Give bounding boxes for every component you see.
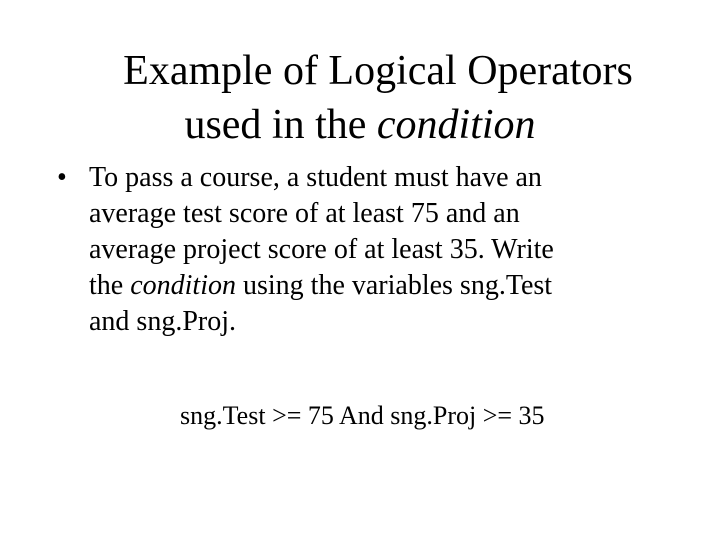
bullet-line-1: To pass a course, a student must have an	[89, 162, 542, 193]
title-line-2	[40, 98, 680, 152]
title-italic-word: condition	[376, 102, 536, 148]
slide-title	[40, 44, 680, 152]
bullet-line-2: average test score of at least 75 and an	[89, 198, 520, 229]
bullet-line-4-suffix: using the variables sng.Test	[235, 270, 553, 301]
condition-expression: sng.Test >= 75 And sng.Proj >= 35	[180, 401, 545, 430]
bullet-point	[57, 160, 657, 340]
title-line-2-text: used in the	[184, 102, 377, 148]
bullet-line-4	[89, 268, 657, 304]
bullet-italic-word: condition	[130, 270, 236, 301]
bullet-marker: •	[57, 162, 67, 193]
bullet-line-4-prefix: the	[89, 270, 131, 301]
title-line-1: Example of Logical Operators	[123, 48, 633, 94]
bullet-text	[89, 160, 657, 340]
bullet-line-5: and sng.Proj.	[89, 306, 236, 337]
bullet-line-3: average project score of at least 35. Write	[89, 234, 554, 265]
